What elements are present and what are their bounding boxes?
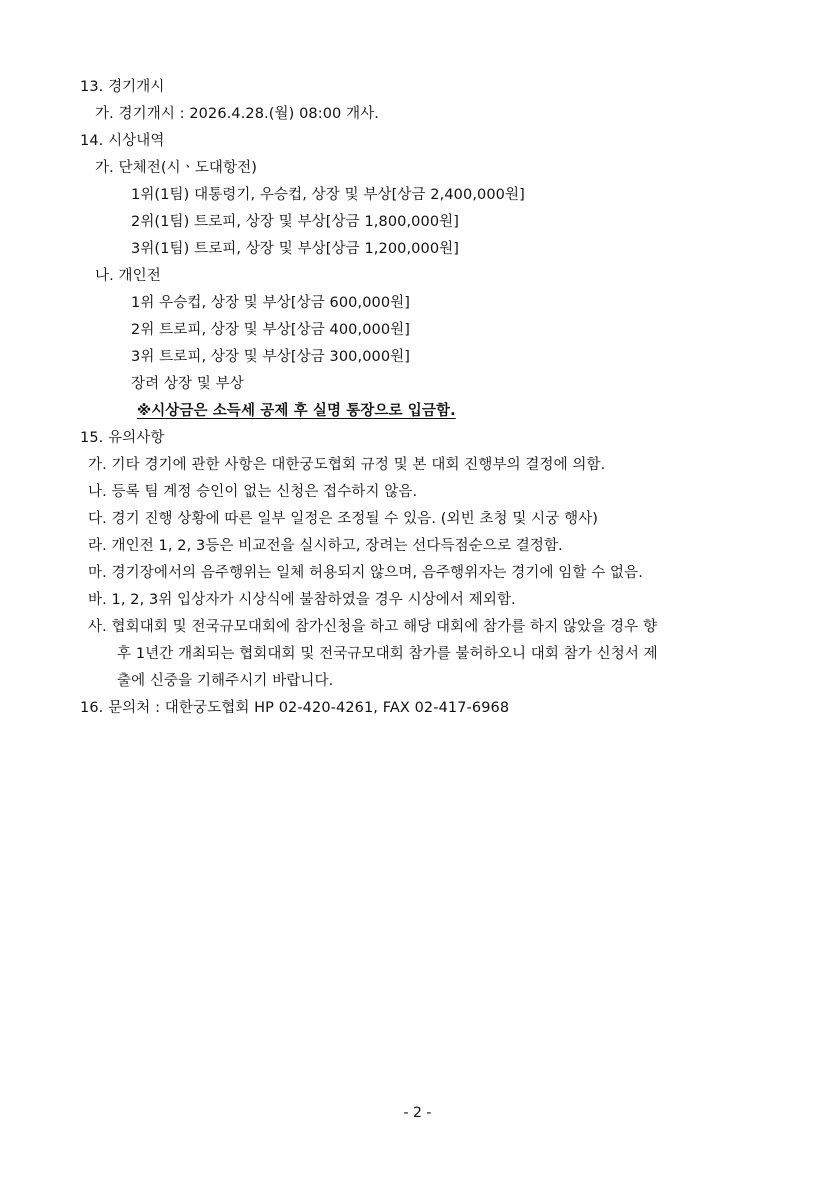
section-13-title: 13. 경기개시 (80, 79, 165, 95)
section-14-title: 14. 시상내역 (80, 133, 165, 149)
page-number: - 2 - (403, 1105, 432, 1121)
individual-award-2nd: 2위 트로피, 상장 및 부상[상금 400,000원] (131, 322, 411, 338)
team-award-3rd: 3위(1팀) 트로피, 상장 및 부상[상금 1,200,000원] (131, 241, 460, 257)
notice-item-g-continued: 후 1년간 개최되는 협회대회 및 전국규모대회 참가를 불허하오니 대회 참가 신청서 제 (117, 646, 658, 662)
section-13-start-time: 가. 경기개시 : 2026.4.28.(월) 08:00 개사. (95, 106, 380, 122)
notice-item-e: 마. 경기장에서의 음주행위는 일체 허용되지 않으며, 음주행위자는 경기에 임할 수 없음. (88, 565, 643, 581)
team-award-2nd: 2위(1팀) 트로피, 상장 및 부상[상금 1,800,000원] (131, 214, 460, 230)
notice-item-f: 바. 1, 2, 3위 입상자가 시상식에 불참하였을 경우 시상에서 제외함. (88, 592, 516, 608)
notice-item-d: 라. 개인전 1, 2, 3등은 비교전을 실시하고, 장려는 선다득점순으로 결정함. (88, 538, 563, 554)
notice-item-g: 사. 협회대회 및 전국규모대회에 참가신청을 하고 해당 대회에 참가를 하지 않았을 경우 향 (88, 619, 658, 635)
team-award-heading: 가. 단체전(시ㆍ도대항전) (95, 160, 258, 176)
notice-item-a: 가. 기타 경기에 관한 사항은 대한궁도협회 규정 및 본 대회 진행부의 결정에 의함. (88, 457, 606, 473)
individual-award-heading: 나. 개인전 (95, 268, 161, 284)
notice-item-g-continued: 출에 신중을 기해주시기 바랍니다. (117, 673, 334, 689)
section-16-contact: 16. 문의처 : 대한궁도협회 HP 02-420-4261, FAX 02-417-6968 (80, 700, 510, 716)
team-award-1st: 1위(1팀) 대통령기, 우승컵, 상장 및 부상[상금 2,400,000원] (131, 187, 525, 203)
individual-award-encouragement: 장려 상장 및 부상 (131, 376, 244, 392)
individual-award-3rd: 3위 트로피, 상장 및 부상[상금 300,000원] (131, 349, 411, 365)
section-15-title: 15. 유의사항 (80, 430, 165, 446)
prize-tax-note: ※시상금은 소득세 공제 후 실명 통장으로 입금함. (137, 403, 456, 419)
notice-item-c: 다. 경기 진행 상황에 따른 일부 일정은 조정될 수 있음. (외빈 초청 및 시궁 행사) (88, 511, 599, 527)
notice-item-b: 나. 등록 팀 계정 승인이 없는 신청은 접수하지 않음. (88, 484, 418, 500)
individual-award-1st: 1위 우승컵, 상장 및 부상[상금 600,000원] (131, 295, 411, 311)
